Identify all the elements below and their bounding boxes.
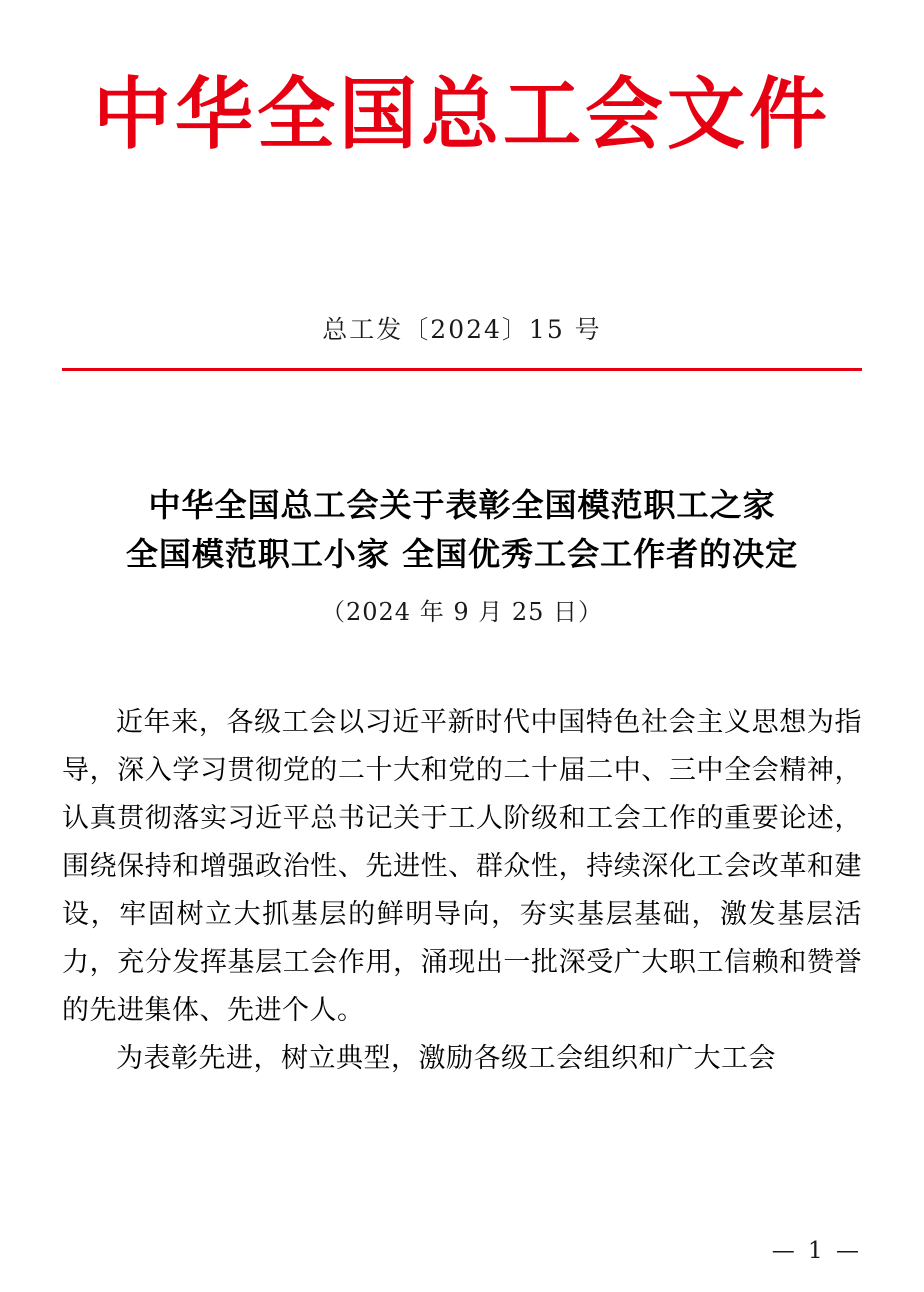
body-paragraph-2: 为表彰先进，树立典型，激励各级工会组织和广大工会 [116,1043,776,1075]
document-title-line-1: 中华全国总工会关于表彰全国模范职工之家 [148,485,776,524]
page-number: — 1 — [771,1238,862,1264]
document-title-line-2: 全国模范职工小家 全国优秀工会工作者的决定 [125,535,799,574]
red-divider-rule [62,368,862,371]
document-date: （2024 年 9 月 25 日） [320,597,604,626]
document-number: 总工发〔2024〕15 号 [322,314,602,344]
document-title-block [62,481,862,627]
document-body [62,699,862,1083]
body-paragraph-1: 近年来，各级工会以习近平新时代中国特色社会主义思想为指导，深入学习贯彻党的二十大和党的二十届二中、三中全会精神，认真贯彻落实习近平总书记关于工人阶级和工会工作的重要论述，围绕保持和增强政治性、先进性、群众性，持续深化工会改革和建设，牢固树立大抓基层的鲜明导向，夯实基层基础，激发基层活力，充分发挥基层工会作用，涌现出一批深受广大职工信赖和赞誉的先进集体、先进个人。 [62,706,862,1027]
document-masthead-title: 中华全国总工会文件 [92,69,831,160]
